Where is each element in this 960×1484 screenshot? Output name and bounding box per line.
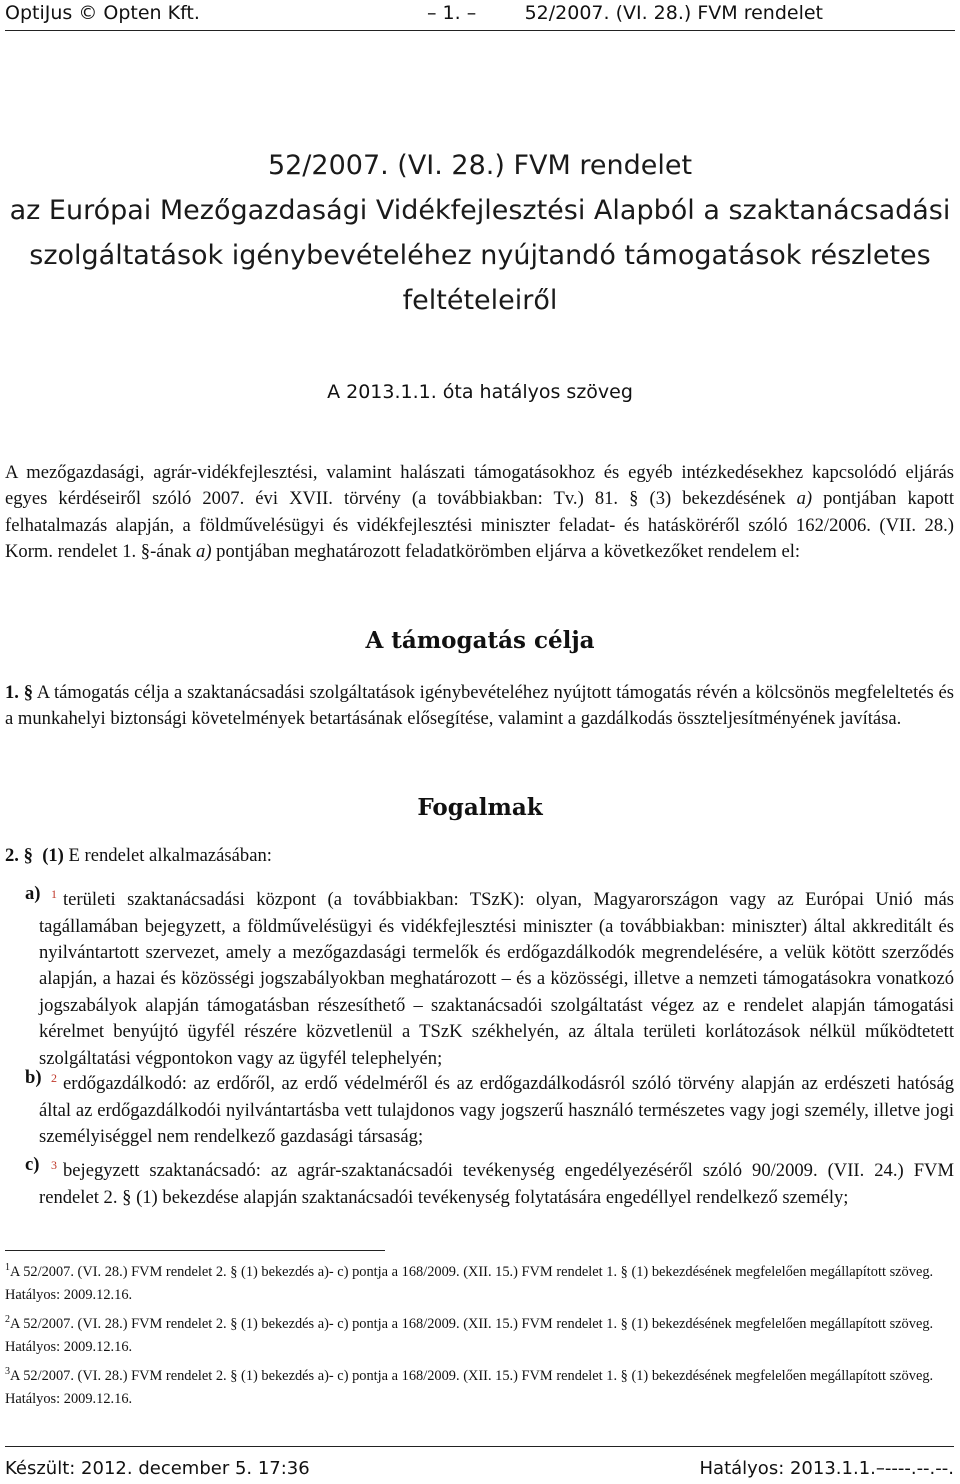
item-c-text: bejegyzett szaktanácsadó: az agrár-szaktanácsadói tevékenység engedélyezéséről szóló 90/2009. (VII. 24.) FVM rendelet 2. § (1) bekezdése alapján szaktanácsadói tevékenység folytatására engedéllyel rendelkező személy; bbox=[39, 1160, 954, 1208]
header-page-number: – 1. – bbox=[427, 2, 477, 24]
footnote-divider bbox=[5, 1250, 385, 1251]
item-c-body bbox=[5, 1152, 954, 1211]
footer-effective: Hatályos: 2013.1.1.–----.--.--. bbox=[699, 1458, 954, 1479]
section-2-intro-text: E rendelet alkalmazásában: bbox=[68, 845, 272, 866]
definition-item-b bbox=[5, 1065, 954, 1150]
effective-date-line: A 2013.1.1. óta hatályos szöveg bbox=[327, 381, 633, 403]
footnote-ref-2[interactable]: 2 bbox=[51, 1071, 57, 1085]
footnotes bbox=[5, 1256, 954, 1411]
header-publisher: OptiJus © Opten Kft. bbox=[5, 2, 200, 24]
section-1-number: 1. § bbox=[5, 682, 34, 703]
footnote-3-text: A 52/2007. (VI. 28.) FVM rendelet 2. § (1) bekezdés a)- c) pontja a 168/2009. (XII. 15.) FVM rendelet 1. § (1) bekezdésének megfelelően megállapított szöveg. Hatályos: 2009.12.16. bbox=[5, 1367, 934, 1407]
title-line-2: az Európai Mezőgazdasági Vidékfejlesztési Alapból a szaktanácsadási bbox=[9, 195, 951, 226]
preamble-part-1: A mezőgazdasági, agrár-vidékfejlesztési, valamint halászati támogatásokhoz és egyéb intézkedésekhez kapcsolódó eljárás egyes kérdéseiről szóló 2007. évi XVII. törvény (a továbbiakban: Tv.) 81. § (3) bekezdésének bbox=[5, 462, 954, 510]
definition-item-a bbox=[5, 881, 954, 1072]
footnote-3-number: 3 bbox=[5, 1365, 10, 1377]
section-2-number: 2. § bbox=[5, 845, 33, 866]
footnote-1-number: 1 bbox=[5, 1262, 10, 1273]
section-2-paragraph: (1) bbox=[42, 845, 64, 866]
footnote-ref-1[interactable]: 1 bbox=[51, 887, 57, 901]
preamble-part-3: pontjában meghatározott feladatkörömben eljárva a következőket rendelem el: bbox=[211, 541, 801, 563]
section-1 bbox=[5, 680, 954, 733]
item-b-body bbox=[5, 1065, 954, 1150]
footnote-1 bbox=[5, 1256, 954, 1308]
preamble bbox=[5, 460, 954, 566]
title-line-4: feltételeiről bbox=[402, 285, 558, 316]
footnote-2-text: A 52/2007. (VI. 28.) FVM rendelet 2. § (1) bekezdés a)- c) pontja a 168/2009. (XII. 15.) FVM rendelet 1. § (1) bekezdésének megfelelően megállapított szöveg. Hatályos: 2009.12.16. bbox=[5, 1315, 934, 1356]
item-b-text: erdőgazdálkodó: az erdőről, az erdő védelméről és az erdőgazdálkodásról szóló törvény alapján az erdészeti hatóság által az erdőgazdálkodói nyilvántartásba vett tulajdonos vagy jogszerű használó természetes vagy jogi személy, illetve jogi személyiséggel nem rendelkező gazdasági társaság; bbox=[39, 1073, 954, 1147]
heading-definitions: Fogalmak bbox=[417, 794, 543, 821]
definition-item-c bbox=[5, 1152, 954, 1211]
item-a-text: területi szaktanácsadási központ (a továbbiakban: TSzK): olyan, Magyarországon vagy az Európai Unió más tagállamában bejegyzett, a földművelésügyi és vidékfejlesztési miniszter (a továbbiakban: miniszter) által akkreditált és nyilvántartott szervezet, amely a mezőgazdasági termelők és erdőgazdálkodók megrendelésére, a velük kötött szerződés alapján, a hazai és közösségi jogszabályokban meghatározott – és a közösségi, illetve a nemzeti támogatásokra vonatkozó jogszabályok alapján támogatásban részesíthető – szaktanácsadói szolgáltatást végez az e rendelet alapján támogatási kérelmet benyújtó ügyfél részére közvetlenül a TSzK székhelyén, az általa területi korlátozások nélkül működtetett szolgáltatási végpontokon vagy az ügyfél telephelyén; bbox=[39, 889, 954, 1069]
heading-purpose: A támogatás célja bbox=[365, 627, 595, 654]
footer-generated: Készült: 2012. december 5. 17:36 bbox=[5, 1458, 310, 1479]
preamble-part-2: pontjában kapott felhatalmazás alapján, a földművelésügyi és vidékfejlesztési miniszter feladat- és hatásköréről szóló 162/2006. (VII. 28.) Korm. rendelet 1. §-ának bbox=[5, 488, 954, 563]
preamble-em-2: a) bbox=[196, 541, 212, 563]
section-2-intro bbox=[5, 843, 272, 869]
page-header bbox=[5, 0, 955, 31]
section-1-text: A támogatás célja a szaktanácsadási szolgáltatások igénybevételéhez nyújtott támogatás révén a kölcsönös megfeleltetés és a munkahelyi biztonsági követelmények betartásának elősegítése, valamint a gazdálkodás összteljesítményének javítása. bbox=[5, 682, 954, 730]
item-a-marker: a) bbox=[25, 883, 41, 904]
document-title bbox=[0, 143, 960, 323]
preamble-em-1: a) bbox=[796, 488, 813, 510]
title-line-1: 52/2007. (VI. 28.) FVM rendelet bbox=[267, 150, 693, 181]
footnote-1-text: A 52/2007. (VI. 28.) FVM rendelet 2. § (1) bekezdés a)- c) pontja a 168/2009. (XII. 15.) FVM rendelet 1. § (1) bekezdésének megfelelően megállapított szöveg. Hatályos: 2009.12.16. bbox=[5, 1263, 934, 1304]
footnote-2-number: 2 bbox=[5, 1313, 10, 1325]
page-footer bbox=[5, 1446, 954, 1480]
footnote-3 bbox=[5, 1360, 954, 1412]
item-a-body bbox=[5, 881, 954, 1072]
item-b-marker: b) bbox=[25, 1067, 42, 1088]
item-c-marker: c) bbox=[25, 1154, 40, 1175]
footnote-2 bbox=[5, 1308, 954, 1360]
title-line-3: szolgáltatások igénybevételéhez nyújtandó támogatások részletes bbox=[29, 240, 931, 271]
header-document-id: 52/2007. (VI. 28.) FVM rendelet bbox=[524, 2, 823, 24]
footnote-ref-3[interactable]: 3 bbox=[51, 1158, 57, 1172]
